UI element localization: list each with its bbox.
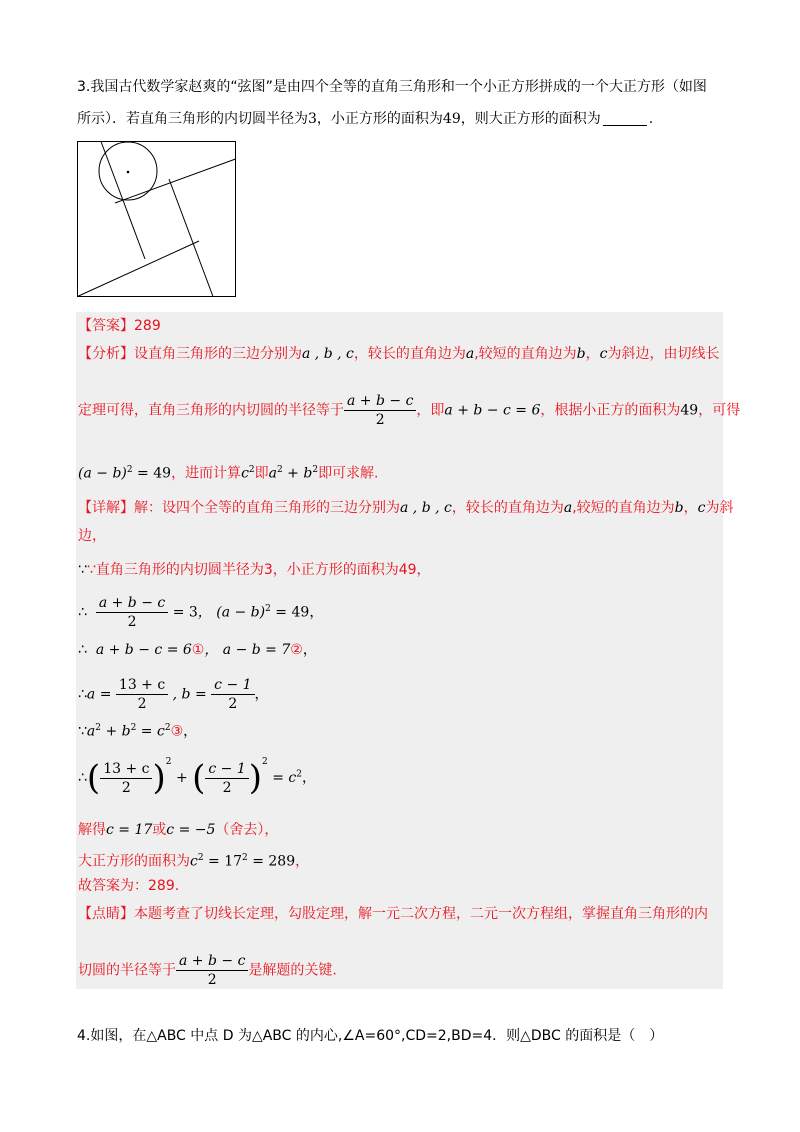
fraction: $\frac{a + b - c}{2}$ <box>96 594 168 631</box>
answer-blank <box>603 111 647 126</box>
detail-line-8: ∴( $\frac{13 + c}{2}$ )$^2$ + ( $\frac{c - 1}{2}$ )$^2 = c^2$， <box>78 757 316 798</box>
detail-line-2: 边， <box>78 528 106 544</box>
fraction: $\frac{c - 1}{2}$ <box>205 760 248 797</box>
analysis-line-1: 【分析】设直角三角形的三边分别为a , b , c，较长的直角边为a,较短的直角边为b，c为斜边，由切线长 <box>78 346 720 362</box>
detail-line-1: 【详解】解：设四个全等的直角三角形的三边分别为a , b , c，较长的直角边为a,较短的直角边为b，c为斜 <box>78 500 734 516</box>
fraction: $\frac{13 + c}{2}$ <box>100 760 152 797</box>
fraction: $\frac{13 + c}{2}$ <box>116 676 168 713</box>
xian-tu-figure <box>77 141 237 301</box>
question-4: 4.如图，在△ABC 中点 D 为△ABC 的内心,∠A=60°,CD=2,BD=4．则△DBC 的面积是（ ） <box>77 1028 664 1044</box>
detail-line-6: ∴a = $\frac{13 + c}{2}$ , b = $\frac{c - 1}{2}$ ， <box>78 677 269 712</box>
detail-line-11: 故答案为：289. <box>78 878 180 894</box>
fraction: $\frac{a + b - c}{2}$ <box>176 952 248 989</box>
analysis-line-2: 定理可得，直角三角形的内切圆的半径等于 $\frac{a + b - c}{2}$ ，即a + b − c = 6，根据小正方的面积为49，可得 <box>78 393 741 428</box>
detail-line-5: ∴ a + b − c = 6①， a − b = 7②， <box>78 642 317 658</box>
fraction: $\frac{c - 1}{2}$ <box>211 676 254 713</box>
detail-line-7: $\because a^2 + b^2$ = $c^2③$， <box>78 723 198 740</box>
detail-line-9: 解得c = 17或c = −5（舍去）， <box>78 822 279 838</box>
answer-line: 【答案】289 <box>78 318 161 334</box>
question-3-line-2: 所示）．若直角三角形的内切圆半径为3，小正方形的面积为49，则大正方形的面积为 . <box>77 111 654 127</box>
detail-line-4: ∴ $\frac{a + b - c}{2}$ = 3， $(a - b)^2 = 49$， <box>78 595 324 630</box>
question-3-line-1: 3.我国古代数学家赵爽的“弦图”是由四个全等的直角三角形和一个小正方形拼成的一个大正方形（如图 <box>77 79 707 95</box>
fraction: $\frac{a + b - c}{2}$ <box>344 392 416 429</box>
detail-line-10: 大正方形的面积为$c^2 = 17^2 = 289$， <box>78 853 310 870</box>
comment-line-1: 【点睛】本题考查了切线长定理，勾股定理，解一元二次方程，二元一次方程组，掌握直角三角形的内 <box>78 906 708 922</box>
comment-line-2: 切圆的半径等于 $\frac{a + b - c}{2}$ 是解题的关键. <box>78 953 337 988</box>
analysis-line-3: $(a - b)^2 = 49$，进而计算$c^2$即$a^2 + b^2$即可求解. <box>78 465 379 482</box>
detail-line-3: ∵∵直角三角形的内切圆半径为3，小正方形的面积为49， <box>78 562 431 578</box>
solution-block <box>76 312 741 989</box>
